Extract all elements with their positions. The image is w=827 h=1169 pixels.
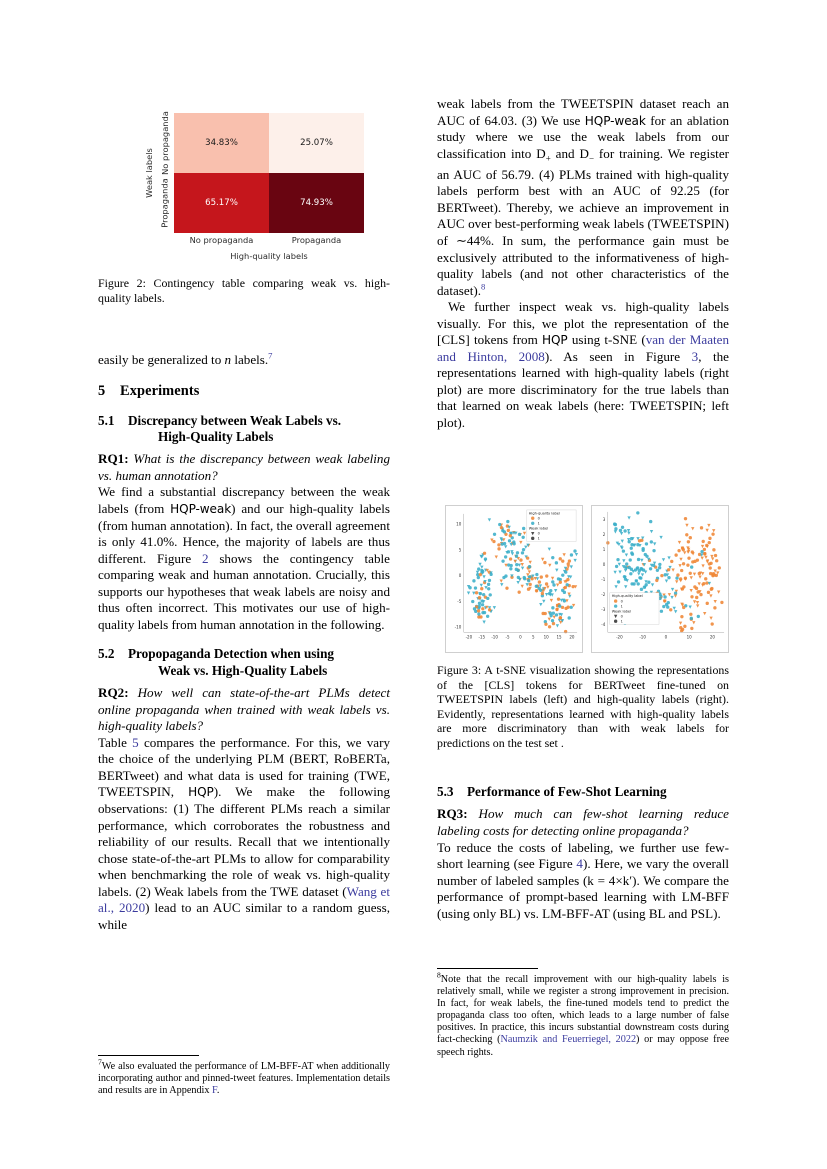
rq1-paragraph	[98, 451, 390, 484]
svg-text:High-quality label: High-quality label	[611, 594, 643, 599]
heatmap-cell: 25.07%	[269, 113, 364, 173]
section-5-1-title-line1: Discrepancy between Weak Labels vs.	[128, 412, 342, 428]
svg-text:-20: -20	[616, 634, 623, 640]
tsne-left-svg	[446, 506, 582, 652]
svg-text:-4: -4	[601, 622, 606, 628]
svg-text:0: 0	[620, 599, 623, 604]
heatmap-x-tick-no-propaganda: No propaganda	[189, 235, 254, 245]
figure-3-caption-text: A t-SNE visualization showing the representations of the [CLS] tokens for BERTweet fine-tuned on TWEETSPIN labels (left) and high-quality labels (right). Evidently, representations learned with high-quality labels are more discriminatory than with weak labels for predictions on the test set .	[437, 663, 729, 750]
footnote-marker-8[interactable]: 8	[481, 281, 486, 292]
figure-2-number: Figure 2:	[98, 276, 146, 290]
section-5-2-number: 5.2	[98, 646, 115, 662]
section-heading-5-3	[437, 784, 729, 800]
heatmap-cell: 65.17%	[174, 173, 269, 233]
svg-text:1: 1	[620, 604, 623, 609]
svg-text:10: 10	[686, 634, 692, 640]
heatmap-y-tick-no-propaganda: No propaganda	[160, 111, 170, 175]
figure-4-reference[interactable]: 4	[576, 856, 583, 872]
rq2-question: How well can state-of-the-art PLMs detect online propaganda when trained with weak labels vs. high-quality labels?	[98, 685, 390, 734]
footnote-7-number: 7	[98, 1057, 102, 1067]
footnote-8-number: 8	[437, 970, 441, 980]
rq3-question: How much can few-shot learning reduce labeling costs for detecting online propaganda?	[437, 806, 729, 838]
footnote-marker-7[interactable]: 7	[268, 350, 273, 361]
tsne-plot-left-weak-labels	[445, 505, 583, 653]
dataset-hqp: HQP	[188, 785, 214, 800]
footnote-8: $^8$Note that the recall improvement with our high-quality labels is relatively small, while we register a strong improvement in precision. In fact, for weak labels, the fine-tuned models tend to predict the propaganda class too often, which leads to a large number of false positives. In practice, this incurs substantial downstream costs during fact-checking (Naumzik and Feuerriegel, 2022) or may oppose free speech rights.	[437, 970, 729, 1058]
tsne-right-svg	[592, 506, 728, 652]
paragraph-5-3-body: To reduce the costs of labeling, we further use few-short learning (see Figure 4). Here, we vary the overall number of labeled samples (k = 4×k′). We compare the performance of prompt-based learning with LM-BFF (using only BL) vs. LM-BFF-AT (using BL and PSL).	[437, 839, 729, 921]
citation-wang-2020[interactable]: Wang et al., 2020	[98, 883, 390, 916]
heatmap-y-ticks	[158, 113, 172, 233]
paragraph-generalized: easily be generalized to n labels.$^7$	[98, 350, 273, 367]
heatmap-y-tick-propaganda: Propaganda	[160, 178, 171, 228]
footnote-rule-right	[437, 968, 538, 969]
rq1-label: RQ1:	[98, 451, 129, 467]
heatmap-x-ticks	[174, 235, 364, 245]
left-footnotes	[98, 1057, 390, 1097]
section-5-3-title: Performance of Few-Shot Learning	[467, 784, 667, 799]
rq1-question: What is the discrepancy between weak labeling vs. human annotation?	[98, 451, 390, 483]
heatmap-x-axis-label: High-quality labels	[230, 251, 308, 261]
svg-text:20: 20	[709, 634, 715, 640]
svg-text:1: 1	[537, 536, 540, 541]
svg-text:0: 0	[537, 531, 540, 536]
svg-text:0: 0	[664, 634, 668, 640]
svg-text:1: 1	[620, 619, 623, 624]
right-column	[437, 96, 729, 432]
svg-text:0: 0	[519, 634, 522, 640]
svg-text:-10: -10	[454, 624, 462, 630]
heatmap-cells	[174, 113, 364, 233]
paragraph-5-1-body: We find a substantial discrepancy between the weak labels (from HQP-weak) and our high-quality labels (from human annotation). In fact, the overall agreement is only 41.0%. Hence, the majority of labels are thus different. Figure 2 shows the contingency table comparing weak and human annotation. Crucially, this supports our hypotheses that weak labels are noisy and thus often incorrect. This motivates our use of high-quality labels from human annotation in the following.	[98, 484, 390, 632]
section-heading-5-1	[98, 413, 390, 446]
heatmap-cell: 34.83%	[174, 113, 269, 173]
rq2-paragraph	[98, 685, 390, 735]
svg-text:Weak label: Weak label	[528, 526, 549, 531]
svg-text:-10: -10	[491, 634, 498, 640]
svg-text:5: 5	[458, 547, 462, 553]
svg-text:0: 0	[537, 516, 540, 521]
citation-van-der-maaten-2008[interactable]: van der Maaten and Hinton, 2008	[437, 332, 729, 364]
svg-text:-10: -10	[639, 634, 646, 640]
footnote-rule-left	[98, 1055, 199, 1056]
svg-text:-2: -2	[601, 592, 606, 598]
section-5-title: Experiments	[120, 382, 200, 399]
footnote-7: $^7$We also evaluated the performance of LM-BFF-AT when additionally incorporating author and pinned-tweet features. Implementation details and results are in Appendix F.	[98, 1057, 390, 1097]
svg-text:-3: -3	[601, 607, 606, 613]
paragraph-5-2-body: Table 5 compares the performance. For this, we vary the choice of the underlying PLM (BERT, RoBERTa, BERTweet) and what data is used for training (TWE, TWEETSPIN, HQP). We make the following observations: (1) The different PLMs reach a similar performance, which corroborates the robustness and reliability of our results. Recall that we intentionally chose state-of-the-art PLMs to allow for comparability when benchmarking the role of weak vs. high-quality labels. (2) Weak labels from the TWE dataset (Wang et al., 2020) lead to an AUC similar to a random guess, while	[98, 734, 391, 932]
svg-text:1: 1	[602, 547, 606, 553]
svg-text:20: 20	[569, 634, 575, 640]
svg-text:15: 15	[556, 634, 562, 640]
dataset-hqp-2: HQP	[542, 333, 568, 348]
figure-2-caption	[98, 276, 390, 305]
figure-3-number: Figure 3:	[437, 663, 482, 677]
svg-text:-1: -1	[601, 577, 606, 583]
dataset-hqp-weak-2: HQP-weak	[584, 113, 646, 128]
paragraph-tsne-intro: We further inspect weak vs. high-quality labels visually. For this, we plot the representation of the [CLS] tokens from HQP using t-SNE (van der Maaten and Hinton, 2008). As seen in Figure 3, the representations learned with high-quality labels (right plot) are more discriminatory for the true labels than that learned on weak labels (here: TWEETSPIN; left plot).	[437, 299, 729, 430]
svg-text:3: 3	[602, 516, 606, 522]
right-footnotes	[437, 970, 729, 1059]
appendix-f-reference[interactable]: F	[212, 1085, 217, 1097]
dataset-hqp-weak: HQP-weak	[170, 502, 232, 516]
figure-2	[98, 95, 390, 305]
figure-2-caption-text: Contingency table comparing weak vs. high-quality labels.	[98, 276, 390, 305]
svg-text:High-quality label: High-quality label	[528, 511, 560, 516]
paragraph-auc-results: weak labels from the TWEETSPIN dataset reach an AUC of 64.03. (3) We use HQP-weak for an ablation study where we use the weak labels from our classification into $D_+$ and $D_-$ for training. We register an AUC of 56.79. (4) PLMs trained with high-quality labels perform best with an AUC of 92.25 (for BERTweet). Thereby, we achieve an improvement in AUC over best-performing weak labels (TWEETSPIN) of ∼44%. In sum, the performance gain must be exclusively attributed to the informativeness of high-quality labels (and not other characteristics of the dataset).$^8$	[437, 96, 729, 298]
table-5-reference[interactable]: 5	[132, 734, 139, 750]
citation-naumzik-2022[interactable]: Naumzik and Feuerriegel, 2022	[500, 1034, 637, 1046]
svg-text:-20: -20	[465, 634, 473, 640]
heatmap-cell: 74.93%	[269, 173, 364, 233]
tsne-plot-right-high-quality-labels	[591, 505, 729, 653]
heatmap-y-axis-label-text: Weak labels	[144, 148, 154, 198]
rq3-paragraph	[437, 806, 729, 839]
svg-text:-5: -5	[457, 598, 462, 604]
left-column	[98, 352, 390, 933]
section-5-3-number: 5.3	[437, 784, 454, 799]
figure-3	[437, 505, 729, 751]
section-5-1-title-line2: High-Quality Labels	[158, 428, 274, 444]
section-heading-5	[98, 383, 390, 400]
contingency-heatmap	[98, 95, 390, 270]
rq3-label: RQ3:	[437, 806, 468, 822]
section-heading-5-2	[98, 646, 390, 679]
right-column-lower	[437, 784, 729, 922]
tsne-plots	[437, 505, 729, 653]
svg-text:2: 2	[602, 531, 606, 537]
svg-text:-15: -15	[478, 634, 486, 640]
svg-text:0: 0	[620, 614, 623, 619]
figure-3-reference[interactable]: 3	[691, 348, 699, 364]
section-5-number: 5	[98, 382, 106, 399]
figure-2-reference[interactable]: 2	[201, 550, 209, 566]
section-5-2-title-line2: Weak vs. High-Quality Labels	[158, 662, 328, 678]
svg-text:0: 0	[602, 562, 606, 568]
svg-text:5: 5	[531, 634, 535, 640]
section-5-1-number: 5.1	[98, 412, 115, 428]
svg-text:-5: -5	[505, 634, 510, 640]
heatmap-x-tick-propaganda: Propaganda	[291, 235, 342, 245]
svg-text:10: 10	[456, 521, 462, 527]
figure-3-caption	[437, 663, 729, 751]
svg-text:10: 10	[543, 634, 549, 640]
svg-text:1: 1	[537, 521, 540, 526]
section-5-2-title-line1: Propopaganda Detection when using	[128, 646, 335, 662]
rq2-label: RQ2:	[98, 685, 129, 701]
svg-text:0: 0	[458, 573, 462, 579]
svg-text:Weak label: Weak label	[611, 609, 632, 614]
heatmap-y-axis-label	[142, 113, 156, 233]
